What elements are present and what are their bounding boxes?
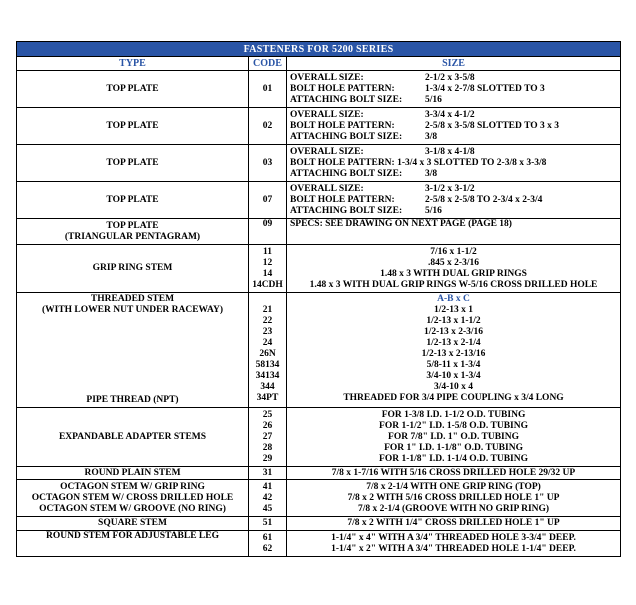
type-label: TOP PLATE [106, 83, 159, 94]
code-cell [249, 408, 287, 467]
code-value: 03 [262, 157, 273, 168]
size-spec-line [290, 121, 618, 132]
code-cell [249, 108, 287, 145]
code-value: 14CDH [252, 279, 283, 290]
code-value: 02 [262, 120, 273, 131]
spec-label: OVERALL SIZE: [290, 183, 364, 194]
code-value: 344 [260, 382, 275, 392]
code-value: 29 [262, 453, 273, 464]
type-label: (WITH LOWER NUT UNDER RACEWAY) [41, 305, 224, 315]
code-value: 62 [262, 543, 273, 554]
type-label: OCTAGON STEM W/ GRIP RING [60, 481, 205, 492]
type-label: ROUND PLAIN STEM [84, 467, 181, 478]
size-value: 3/4-10 x 1-3/4 [426, 371, 481, 381]
size-abc-header: A-B x C [437, 294, 470, 304]
size-cell [287, 108, 621, 145]
code-value: 41 [262, 481, 273, 492]
spec-label: BOLT HOLE PATTERN: [290, 83, 395, 94]
spec-label: ATTACHING BOLT SIZE: [290, 168, 403, 179]
type-label: (TRIANGULAR PENTAGRAM) [64, 231, 201, 242]
table-row [17, 480, 621, 517]
spec-value: 1-3/4 x 3 SLOTTED TO 2-3/8 x 3-3/8 [397, 157, 547, 168]
code-value: 26 [262, 420, 273, 431]
size-spec-line [290, 132, 618, 143]
code-value: 24 [262, 338, 273, 348]
spec-value: 5/16 [425, 205, 442, 216]
code-value: 58134 [255, 360, 280, 370]
size-spec-line [290, 110, 618, 121]
code-cell [249, 531, 287, 557]
size-spec-line [290, 147, 618, 158]
spec-label: OVERALL SIZE: [290, 146, 364, 157]
size-value: 7/16 x 1-1/2 [430, 246, 477, 257]
size-cell [287, 71, 621, 108]
code-value: 23 [262, 327, 273, 337]
type-label: OCTAGON STEM W/ GROOVE (NO RING) [39, 503, 226, 514]
type-cell [17, 219, 249, 245]
table-row [17, 293, 621, 408]
size-spec-line [290, 158, 618, 169]
table-row [17, 219, 621, 245]
size-cell [287, 517, 621, 531]
table-row [17, 71, 621, 108]
size-value: 5/8-11 x 1-3/4 [426, 360, 481, 370]
type-label: GRIP RING STEM [92, 263, 173, 273]
table-row [17, 531, 621, 557]
type-cell [17, 467, 249, 480]
size-value: 1/2-13 x 2-3/16 [423, 327, 484, 337]
size-value: 3/4-10 x 4 [433, 382, 474, 392]
size-value: .845 x 2-3/16 [428, 257, 479, 268]
spec-label: BOLT HOLE PATTERN: [290, 157, 395, 168]
code-value: 45 [262, 503, 273, 514]
code-value: 51 [262, 518, 273, 528]
size-value: 1-1/4" x 2" WITH A 3/4" THREADED HOLE 1-1/4" DEEP. [331, 543, 576, 554]
spec-value: 3-3/4 x 4-1/2 [425, 109, 475, 120]
code-value: 21 [262, 305, 273, 315]
size-spec-line [290, 184, 618, 195]
header-type: TYPE [17, 57, 249, 71]
type-label: OCTAGON STEM W/ CROSS DRILLED HOLE [31, 492, 234, 503]
type-cell [17, 531, 249, 557]
fasteners-table [16, 41, 621, 557]
size-value: FOR 7/8" I.D. 1" O.D. TUBING [388, 431, 519, 442]
code-cell [249, 517, 287, 531]
type-label: TOP PLATE [106, 220, 159, 231]
code-cell [249, 245, 287, 293]
spec-value: 3/8 [425, 168, 438, 179]
header-code: CODE [249, 57, 287, 71]
size-value: FOR 1-1/8" I.D. 1-1/4 O.D. TUBING [379, 453, 528, 464]
spec-label: OVERALL SIZE: [290, 109, 364, 120]
code-value: 34PT [256, 393, 279, 403]
spec-value: 5/16 [425, 94, 442, 105]
code-value: 28 [262, 442, 273, 453]
size-cell [287, 182, 621, 219]
code-cell [249, 480, 287, 517]
size-value: 1/2-13 x 1 [433, 305, 474, 315]
size-value: THREADED FOR 3/4 PIPE COUPLING x 3/4 LONG [343, 393, 564, 403]
size-value: FOR 1" I.D. 1-1/8" O.D. TUBING [384, 442, 523, 453]
code-value: 01 [262, 83, 273, 94]
size-value: 1.48 x 3 WITH DUAL GRIP RINGS W-5/16 CROSS DRILLED HOLE [309, 279, 598, 290]
code-value: 25 [262, 409, 273, 420]
code-value: 12 [262, 257, 273, 268]
spec-value: 3/8 [425, 131, 438, 142]
spec-value: 1-3/4 x 2-7/8 SLOTTED TO 3 [425, 83, 545, 94]
type-cell [17, 293, 249, 408]
type-label: TOP PLATE [106, 157, 159, 168]
spec-label: BOLT HOLE PATTERN: [290, 120, 395, 131]
type-cell [17, 145, 249, 182]
size-spec-line [290, 95, 618, 106]
code-cell [249, 182, 287, 219]
size-cell [287, 245, 621, 293]
code-value: 31 [262, 467, 273, 478]
type-cell [17, 517, 249, 531]
spec-value: 2-1/2 x 3-5/8 [425, 72, 475, 83]
table-row [17, 467, 621, 480]
code-value: 26N [259, 349, 276, 359]
code-value: 07 [262, 194, 273, 205]
code-cell [249, 293, 287, 408]
spec-label: ATTACHING BOLT SIZE: [290, 94, 403, 105]
type-cell [17, 182, 249, 219]
size-cell [287, 145, 621, 182]
size-value: 7/8 x 2-1/4 (GROOVE WITH NO GRIP RING) [357, 503, 550, 514]
code-value: 09 [262, 219, 273, 229]
table-row [17, 408, 621, 467]
code-cell [249, 219, 287, 245]
code-cell [249, 145, 287, 182]
size-value: 1.48 x 3 WITH DUAL GRIP RINGS [380, 268, 527, 279]
spec-value: 3-1/2 x 3-1/2 [425, 183, 475, 194]
code-cell [249, 71, 287, 108]
size-value: FOR 1-3/8 I.D. 1-1/2 O.D. TUBING [381, 409, 526, 420]
size-value: 7/8 x 2 WITH 1/4" CROSS DRILLED HOLE 1" UP [347, 518, 560, 528]
size-value: 1/2-13 x 1-1/2 [426, 316, 481, 326]
type-cell [17, 245, 249, 293]
fasteners-table-wrapper [16, 41, 620, 557]
size-value: SPECS: SEE DRAWING ON NEXT PAGE (PAGE 18) [290, 219, 512, 229]
spec-label: BOLT HOLE PATTERN: [290, 194, 395, 205]
spec-value: 2-5/8 x 2-5/8 TO 2-3/4 x 2-3/4 [425, 194, 543, 205]
type-cell [17, 408, 249, 467]
size-value: 1-1/4" x 4" WITH A 3/4" THREADED HOLE 3-3/4" DEEP. [331, 532, 576, 543]
size-cell [287, 219, 621, 245]
type-cell [17, 108, 249, 145]
size-value: FOR 1-1/2" I.D. 1-5/8 O.D. TUBING [379, 420, 528, 431]
table-title: FASTENERS FOR 5200 SERIES [17, 42, 621, 57]
header-size: SIZE [287, 57, 621, 71]
table-row [17, 245, 621, 293]
code-value: 14 [262, 268, 273, 279]
table-row [17, 108, 621, 145]
spec-label: ATTACHING BOLT SIZE: [290, 131, 403, 142]
size-cell [287, 467, 621, 480]
type-label: THREADED STEM [90, 294, 175, 304]
type-label: ROUND STEM FOR ADJUSTABLE LEG [46, 531, 219, 541]
code-spacer [251, 294, 284, 305]
size-cell [287, 408, 621, 467]
table-row [17, 145, 621, 182]
type-cell [17, 480, 249, 517]
type-label: EXPANDABLE ADAPTER STEMS [58, 431, 207, 442]
size-value: 7/8 x 2 WITH 5/16 CROSS DRILLED HOLE 1" UP [347, 492, 560, 503]
code-value: 27 [262, 431, 273, 442]
spec-label: OVERALL SIZE: [290, 72, 364, 83]
spec-value: 3-1/8 x 4-1/8 [425, 146, 475, 157]
type-label: PIPE THREAD (NPT) [86, 395, 179, 405]
type-cell [17, 71, 249, 108]
code-value: 11 [263, 246, 272, 257]
type-label: TOP PLATE [106, 194, 159, 205]
spec-value: 2-5/8 x 3-5/8 SLOTTED TO 3 x 3 [425, 120, 559, 131]
size-spec-line [290, 169, 618, 180]
size-spec-line [290, 206, 618, 217]
size-cell [287, 480, 621, 517]
table-row [17, 182, 621, 219]
size-cell [287, 293, 621, 408]
size-value: 1/2-13 x 2-1/4 [426, 338, 481, 348]
size-spec-line [290, 195, 618, 206]
size-value: 7/8 x 2-1/4 WITH ONE GRIP RING (TOP) [366, 481, 541, 492]
code-value: 34134 [255, 371, 280, 381]
size-spec-line [290, 84, 618, 95]
type-label: TOP PLATE [106, 120, 159, 131]
size-spec-line [290, 73, 618, 84]
size-value: 1/2-13 x 2-13/16 [421, 349, 486, 359]
spec-label: ATTACHING BOLT SIZE: [290, 205, 403, 216]
table-row [17, 517, 621, 531]
code-cell [249, 467, 287, 480]
code-value: 61 [262, 532, 273, 543]
code-value: 22 [262, 316, 273, 326]
size-value: 7/8 x 1-7/16 WITH 5/16 CROSS DRILLED HOLE 29/32 UP [331, 467, 576, 478]
code-value: 42 [262, 492, 273, 503]
type-label: SQUARE STEM [98, 518, 167, 528]
size-cell [287, 531, 621, 557]
